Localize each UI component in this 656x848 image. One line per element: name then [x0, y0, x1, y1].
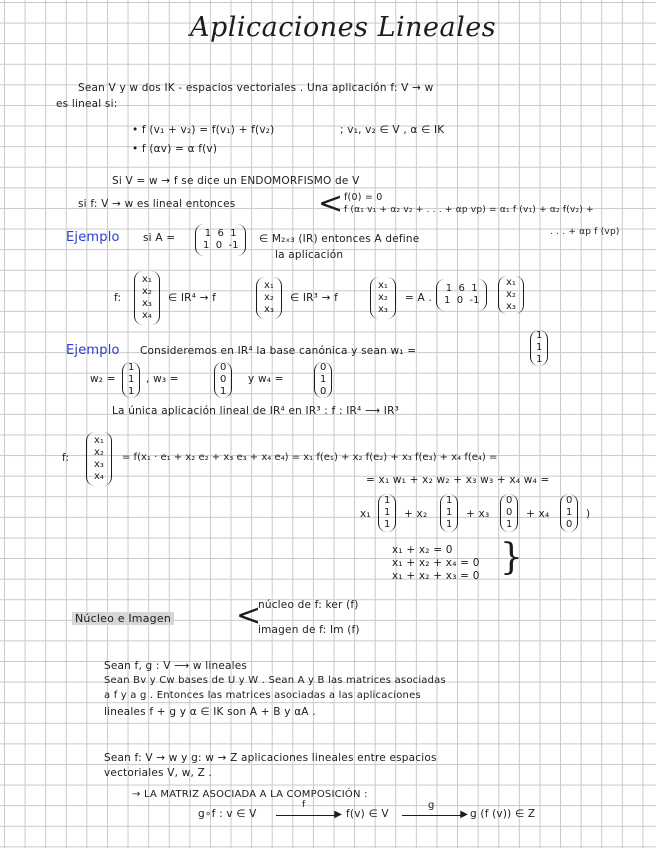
- condition-homogeneity: • f (αv) = α f(v): [132, 143, 218, 155]
- w4-label: y w₄ =: [248, 373, 284, 385]
- coef-x2: + x₂: [404, 508, 428, 520]
- column-w3: 0 0 1: [500, 494, 518, 532]
- angle-brace-icon-2: <: [236, 598, 262, 633]
- composition-codomain: g (f (v)) ∈ Z: [470, 808, 536, 820]
- unique-map-line: La única aplicación lineal de IR⁴ en IR³ : f : IR⁴ ⟶ IR³: [112, 405, 399, 417]
- vector-x-r4-b: x₁ x₂ x₃ x₄: [86, 432, 112, 486]
- arrow-f-icon: ▶: [276, 815, 338, 816]
- example-2-text: Consideremos en IR⁴ la base canónica y sean w₁ =: [140, 345, 417, 357]
- vector-x-r3: x₁ x₂ x₃: [256, 277, 282, 319]
- nucleo-definition: núcleo de f: ker (f): [258, 599, 359, 611]
- vector-x-r4: x₁ x₂ x₃ x₄: [134, 271, 160, 325]
- vector-w2: 1 1 1: [122, 362, 140, 398]
- system-eq-2: x₁ + x₂ + x₄ = 0: [392, 557, 480, 569]
- example-label-1: Ejemplo: [66, 230, 120, 245]
- vector-w1: 1 1 1: [530, 330, 548, 366]
- column-w1: 1 1 1: [378, 494, 396, 532]
- property-linear-combination-cont: . . . + αp f (vp): [550, 227, 620, 237]
- definition-line-1: Sean V y w dos IK - espacios vectoriales . Una aplicación f: V → w: [78, 82, 434, 94]
- vector-w4: 0 1 0: [314, 362, 332, 398]
- equals-a: = A .: [405, 292, 432, 304]
- arrow-g-icon: ▶: [402, 815, 464, 816]
- f-label-2: f:: [62, 452, 70, 464]
- system-eq-1: x₁ + x₂ = 0: [392, 544, 453, 556]
- angle-brace-icon: <: [318, 186, 344, 221]
- map-f-label: f:: [114, 292, 122, 304]
- composition-line-2: vectoriales V, w, Z .: [104, 767, 213, 779]
- sum-line-4: lineales f + g y α ∈ IK son A + B y αA .: [104, 706, 316, 718]
- column-w2: 1 1 1: [440, 494, 458, 532]
- system-eq-3: x₁ + x₂ + x₃ = 0: [392, 570, 480, 582]
- vector-x-r3-c: x₁ x₂ x₃: [498, 276, 524, 314]
- column-w4: 0 1 0: [560, 494, 578, 532]
- linear-expansion-2: = x₁ w₁ + x₂ w₂ + x₃ w₃ + x₄ w₄ =: [366, 474, 550, 486]
- sum-line-3: a f y a g . Entonces las matrices asociadas a las aplicaciones: [104, 690, 421, 701]
- sum-line-1: Sean f, g : V ⟶ w lineales: [104, 660, 248, 672]
- example-label-2: Ejemplo: [66, 343, 120, 358]
- coef-x3: + x₃: [466, 508, 490, 520]
- example-1-matrix-prefix: si A =: [143, 232, 176, 244]
- sum-line-2: Sean Bv y Cw bases de U y W . Sean A y B las matrices asociadas: [104, 675, 446, 686]
- section-nucleo-imagen: Núcleo e Imagen: [72, 612, 174, 625]
- composition-domain: g∘f : v ∈ V: [198, 808, 257, 820]
- right-brace-icon: }: [500, 537, 523, 578]
- condition-additivity: • f (v₁ + v₂) = f(v₁) + f(v₂): [132, 124, 275, 136]
- w3-label: , w₃ =: [146, 373, 179, 385]
- vector-x-r3-b: x₁ x₂ x₃: [370, 277, 396, 319]
- in-r4-text: ∈ IR⁴ → f: [168, 292, 217, 304]
- example-1-text: ∈ M₂ₓ₃ (IR) entonces A define: [259, 233, 420, 245]
- coef-x1: x₁: [360, 508, 371, 520]
- composition-matrix-heading: → LA MATRIZ ASOCIADA A LA COMPOSICIÓN :: [132, 789, 368, 800]
- coef-x4: + x₄: [526, 508, 550, 520]
- closing-paren: ): [586, 508, 591, 520]
- w2-label: w₂ =: [90, 373, 116, 385]
- vector-w3: 0 0 1: [214, 362, 232, 398]
- definition-line-2: es lineal si:: [56, 98, 118, 110]
- property-condition: si f: V → w es lineal entonces: [78, 198, 236, 210]
- in-r3-text: ∈ IR³ → f: [290, 292, 339, 304]
- page-title: Aplicaciones Lineales: [190, 12, 497, 43]
- condition-quantifiers: ; v₁, v₂ ∈ V , α ∈ IK: [340, 124, 445, 136]
- imagen-definition: imagen de f: Im (f): [258, 624, 360, 636]
- property-zero: f(0) = 0: [344, 192, 383, 203]
- matrix-a: 1 6 1 1 0 -1: [195, 224, 246, 256]
- matrix-a-2: 1 6 1 1 0 -1: [436, 279, 487, 311]
- linear-expansion-1: = f(x₁ · e₁ + x₂ e₂ + x₃ e₃ + x₄ e₄) = x₁ f(e₁) + x₂ f(e₂) + x₃ f(e₃) + x₄ f(e₄) =: [122, 452, 498, 463]
- example-1-text-2: la aplicación: [275, 249, 344, 261]
- composition-line-1: Sean f: V → w y g: w → Z aplicaciones lineales entre espacios: [104, 752, 437, 764]
- property-linear-combination: f (α₁ v₁ + α₂ v₂ + . . . + αp vp) = α₁ f (v₁) + α₂ f(v₂) +: [344, 205, 594, 215]
- composition-middle: f(v) ∈ V: [346, 808, 389, 820]
- arrow-f-label: f: [302, 800, 306, 810]
- arrow-g-label: g: [428, 800, 435, 811]
- endomorfismo-line: Si V = w → f se dice un ENDOMORFISMO de V: [112, 175, 360, 187]
